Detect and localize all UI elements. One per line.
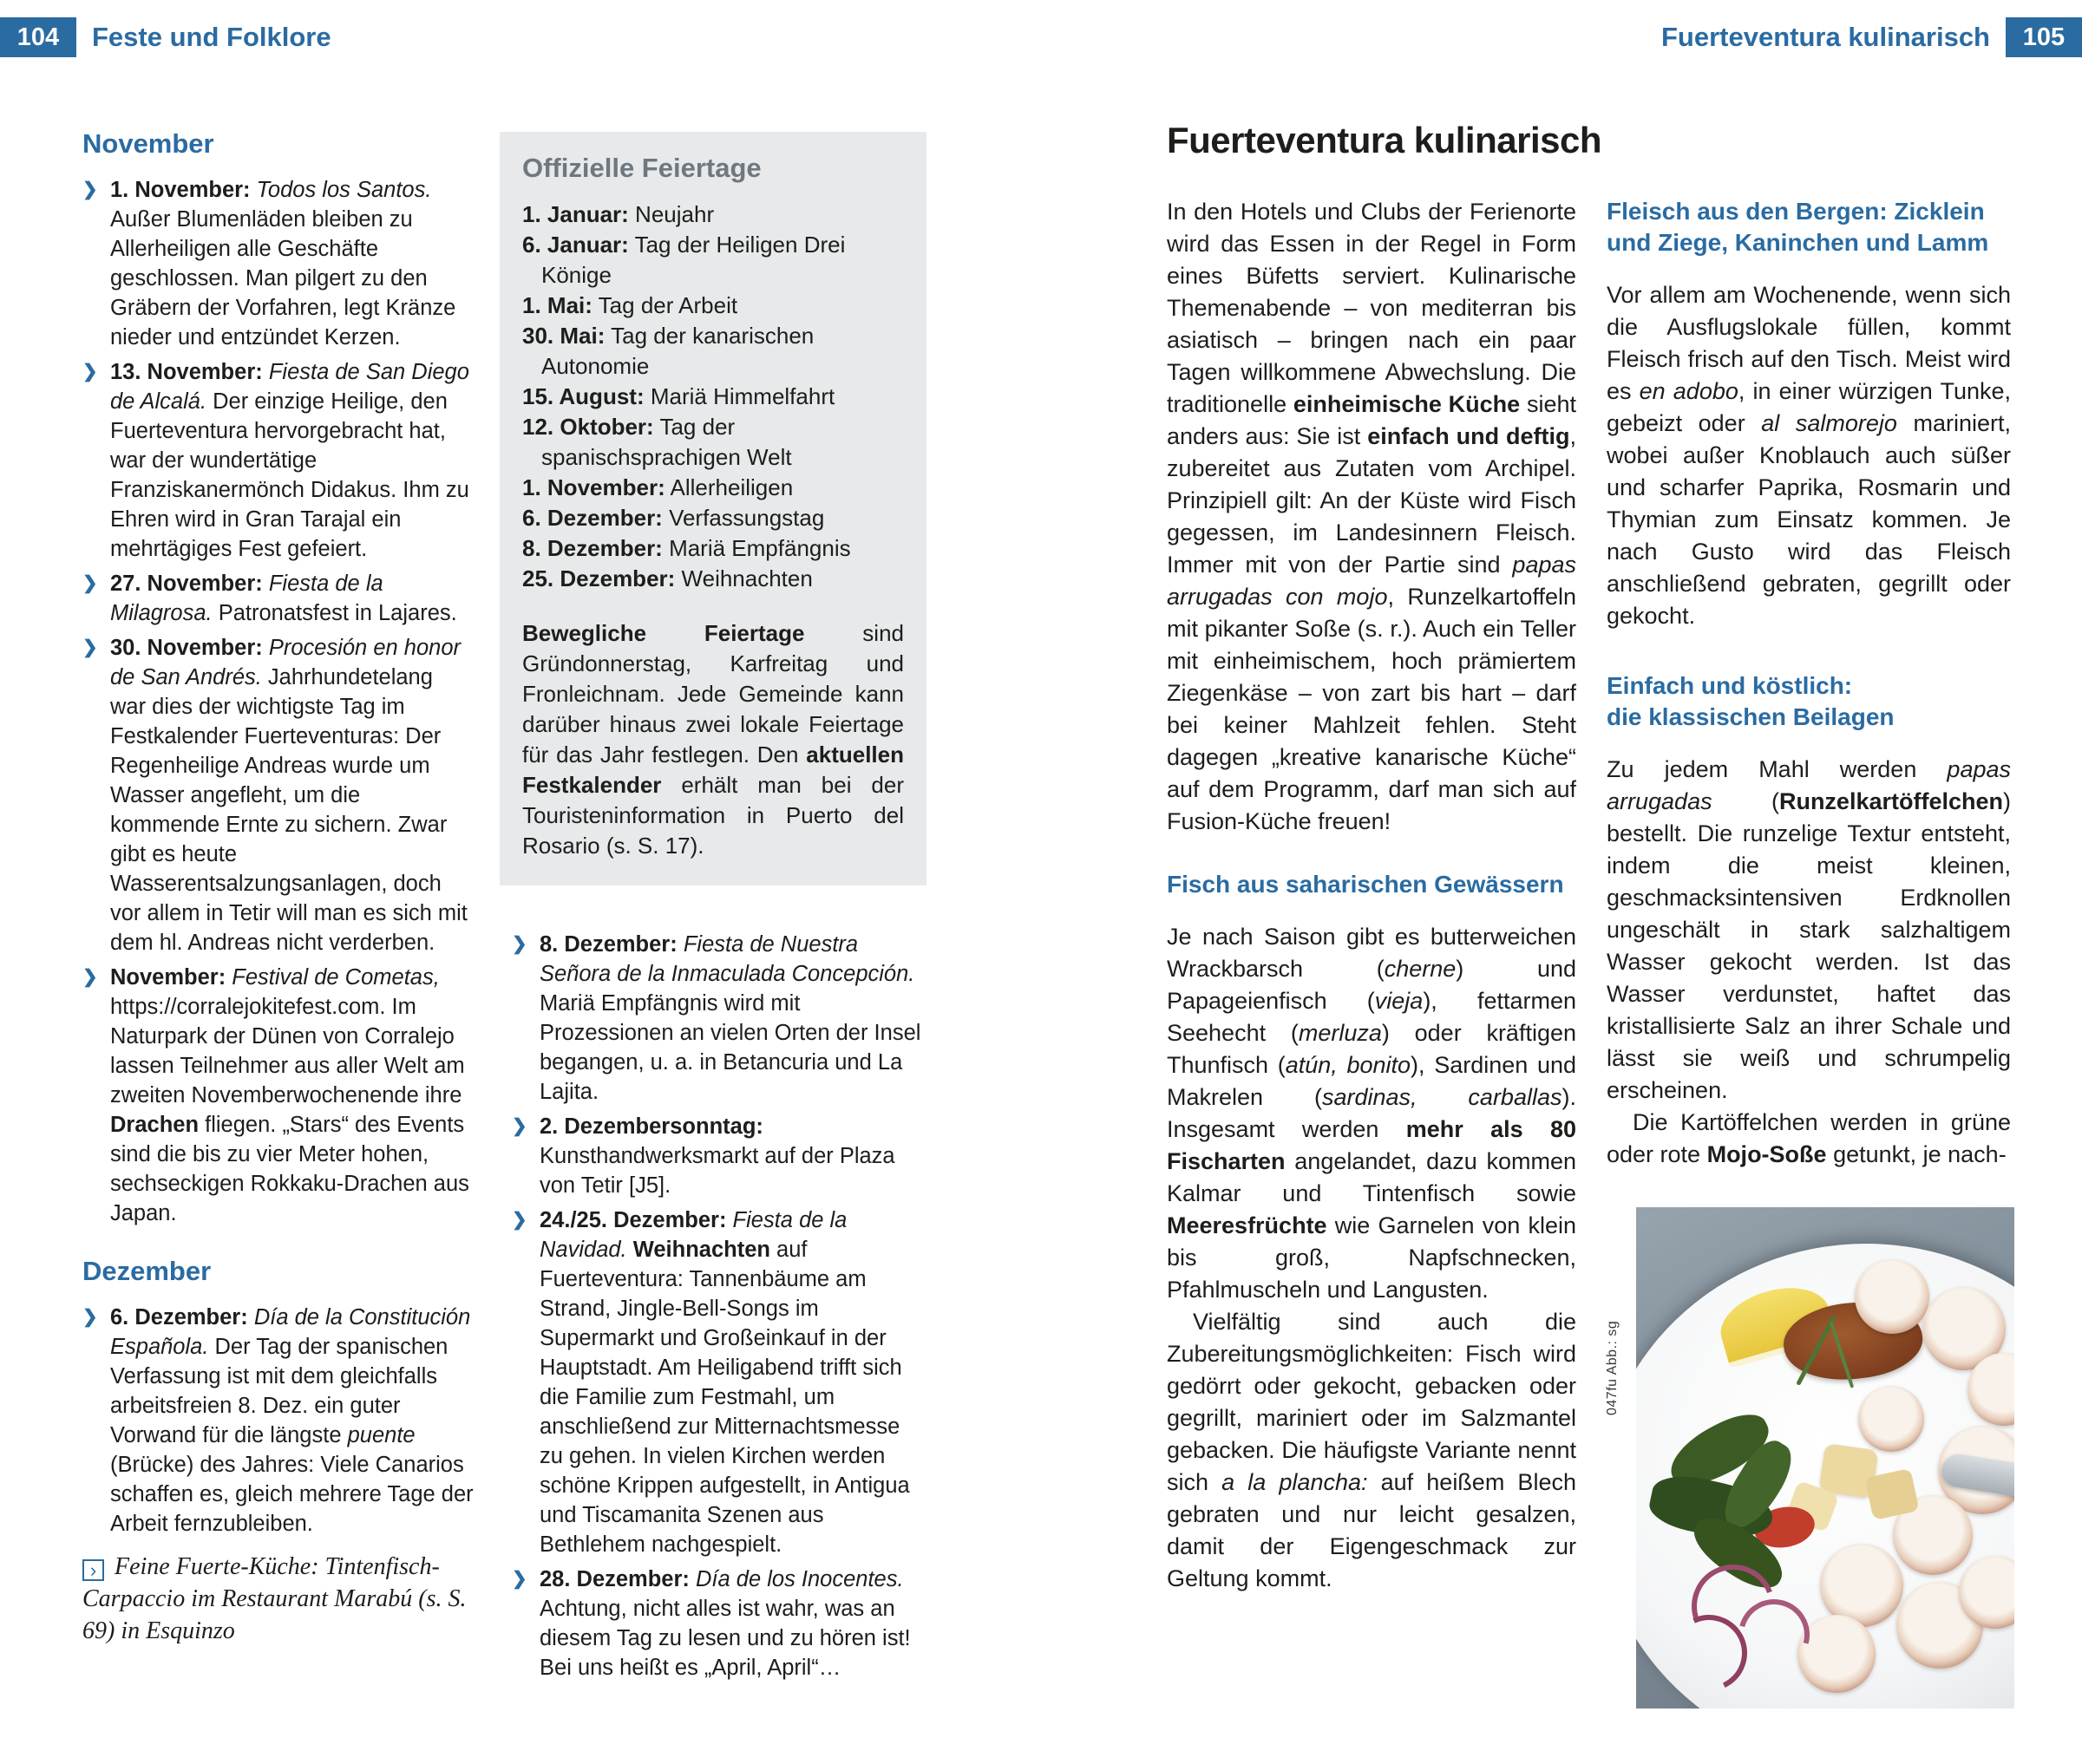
chevron-bullet-icon: ❯ <box>82 637 98 657</box>
festival-list-item <box>512 1112 926 1200</box>
festival-list-item <box>82 633 475 957</box>
photo-caption <box>82 1551 483 1647</box>
festival-list-item <box>82 357 475 564</box>
section-heading-dezember: Dezember <box>82 1256 212 1286</box>
infobox-title: Offizielle Feiertage <box>522 153 762 183</box>
page-number-right: 105 <box>2006 17 2082 57</box>
infobox-note: Bewegliche Feiertage sind Gründonnerstag, Karfreitag und Fronleichnam. Jede Gemeinde kann darüber hinaus zwei lokale Feiertage für das Jahr festlegen. Den aktuellen Festkalender erhält man bei der Touristeninformation in Puerto del Rosario (s. S. 17). <box>522 620 904 859</box>
festival-list-item <box>82 175 475 352</box>
holiday-item: 6. Januar: Tag der Heiligen Drei Könige <box>522 232 846 288</box>
holiday-item: 6. Dezember: Verfassungstag <box>522 505 825 531</box>
fisch-paragraph-2: Vielfältig sind auch die Zubereitungsmöglichkeiten: Fisch wird gedörrt oder gekocht, gebacken oder gegrillt, mariniert oder im Salzmantel gebacken. Die häufigste Variante nennt sich a la plancha: auf heißem Blech gebraten und nur leicht gesalzen, damit der Eigengeschmack zur Geltung kommt. <box>1167 1309 1576 1591</box>
photo-octopus-slice <box>1858 1386 1924 1452</box>
fisch-paragraph-1: Je nach Saison gibt es butterweichen Wrackbarsch (cherne) und Papageienfisch (vieja), fettarmen Seehecht (merluza) oder kräftigen Thunfisch (atún, bonito), Sardinen und Makrelen (sardinas, carballas). Insgesamt werden mehr als 80 Fischarten angelandet, dazu kommen Kalmar und Tintenfisch sowie Meeresfrüchte wie Garnelen von klein bis groß, Napfschnecken, Pfahlmuscheln und Langusten. <box>1167 924 1577 1303</box>
holiday-item: 30. Mai: Tag der kanarischen Autonomie <box>522 323 815 379</box>
chevron-bullet-icon: ❯ <box>512 1569 527 1589</box>
chevron-bullet-icon: ❯ <box>512 1116 527 1136</box>
caption-text: Feine Fuerte-Küche: Tintenfisch-Carpaccio im Restaurant Marabú (s. S. 69) in Esquinzo <box>82 1553 467 1644</box>
chevron-bullet-icon: ❯ <box>82 573 98 593</box>
subheading-fisch: Fisch aus saharischen Gewässern <box>1167 871 1564 898</box>
chevron-bullet-icon: ❯ <box>512 1210 527 1230</box>
chevron-bullet-icon: ❯ <box>82 362 98 382</box>
public-holidays-infobox <box>500 132 926 885</box>
fleisch-paragraph: Vor allem am Wochenende, wenn sich die Ausflugslokale füllen, kommt Fleisch frisch auf den Tisch. Meist wird es en adobo, in einer würzigen Tunke, gebeizt oder al salmorejo mariniert, wobei außer Knoblauch auch süßer und scharfer Paprika, Rosmarin und Thymian zum Einsatz kommen. Je nach Gusto wird das Fleisch anschließend gebraten, gegrillt oder gekocht. <box>1607 282 2012 629</box>
list-item-text: 6. Dezember: Día de la Constitución Española. Der Tag der spanischen Verfassung ist mit dem gleichfalls arbeitsfreien 8. Dez. ein guter Vorwand für die längste puente (Brücke) des Jahres: Viele Canarios schaffen es, gleich mehrere Tage der Arbeit fernzubleiben. <box>110 1305 474 1536</box>
beilagen-paragraph-2: Die Kartöffelchen werden in grüne oder rote Mojo-Soße getunkt, je nach- <box>1607 1109 2011 1167</box>
chevron-bullet-icon: ❯ <box>82 1307 98 1327</box>
left-page-column-2 <box>512 930 926 1688</box>
festival-list-item <box>82 569 475 628</box>
holiday-item: 12. Oktober: Tag der spanischsprachigen Welt <box>522 414 792 470</box>
subheading-fleisch: Fleisch aus den Bergen: Zicklein und Ziege, Kaninchen und Lamm <box>1607 198 1989 256</box>
chevron-bullet-icon: ❯ <box>82 967 98 987</box>
food-photo <box>1636 1207 2014 1708</box>
list-item-text: 13. November: Fiesta de San Diego de Alcalá. Der einzige Heilige, den Fuerteventura hervorgebracht hat, war der wundertätige Franziskanermönch Didakus. Ihm zu Ehren wird in Gran Tarajal ein mehrtägiges Fest gefeiert. <box>110 360 469 561</box>
cross-reference-icon: › <box>82 1559 104 1581</box>
festival-list-item <box>82 963 475 1228</box>
festival-list-item <box>512 1565 926 1682</box>
list-item-text: 1. November: Todos los Santos. Außer Blumenläden bleiben zu Allerheiligen alle Geschäfte geschlossen. Man pilgert zu den Gräbern der Vorfahren, legt Kränze nieder und entzündet Kerzen. <box>110 178 456 350</box>
article-title: Fuerteventura kulinarisch <box>1167 120 1601 160</box>
right-page-column-1 <box>1167 196 1576 1595</box>
holiday-item: 15. August: Mariä Himmelfahrt <box>522 383 835 409</box>
list-item-text: 8. Dezember: Fiesta de Nuestra Señora de la Inmaculada Concepción. Mariä Empfängnis wird mit Prozessionen an vielen Orten der Insel begangen, u. a. in Betancuria und La Lajita. <box>540 932 921 1104</box>
photo-octopus-slice <box>1855 1259 1929 1334</box>
left-page-column-1 <box>82 128 475 1544</box>
festival-list-item <box>512 930 926 1107</box>
holiday-item: 25. Dezember: Weihnachten <box>522 565 813 591</box>
list-item-text: 30. November: Procesión en honor de San Andrés. Jahrhundetelang war dies der wichtigste Tag im Festkalender Fuerteventuras: Der Regenheilige Andreas wurde um Wasser angefleht, um die kommende Ernte zu sichern. Zwar gibt es heute Wasserentsalzungsanlagen, doch vor allem in Tetir will man es sich mit dem hl. Andreas nicht verderben. <box>110 636 468 955</box>
running-header-left: Feste und Folklore <box>92 22 331 52</box>
photo-credit: 047fu Abb.: sg <box>1605 1320 1620 1415</box>
holiday-item: 1. Mai: Tag der Arbeit <box>522 292 738 318</box>
section-heading-november: November <box>82 128 214 159</box>
right-page-column-2 <box>1607 196 2011 1171</box>
list-item-text: 2. Dezembersonntag: Kunsthandwerksmarkt auf der Plaza von Tetir [J5]. <box>540 1114 895 1198</box>
subheading-beilagen: Einfach und köstlich: die klassischen Beilagen <box>1607 672 1895 730</box>
holiday-item: 1. November: Allerheiligen <box>522 474 794 500</box>
holiday-item: 1. Januar: Neujahr <box>522 201 715 227</box>
intro-paragraph: In den Hotels und Clubs der Ferienorte wird das Essen in der Regel in Form eines Büfetts serviert. Kulinarische Themenabende – von mediterran bis asiatisch – bringen nach ein paar Tagen willkommene Abwechslung. Die traditionelle einheimische Küche sieht anders aus: Sie ist einfach und deftig, zubereitet aus Zutaten vom Archipel. Prinzipiell gilt: An der Küste wird Fisch gegessen, im Landesinnern Fleisch. Immer mit von der Partie sind papas arrugadas con mojo, Runzelkartoffeln mit pikanter Soße (s. r.). Auch ein Teller mit einheimischem, hoch prämiertem Ziegenkäse – von zart bis hart – darf bei keiner Mahlzeit fehlen. Steht dagegen „kreative kanarische Küche“ auf dem Programm, darf man sich auf Fusion-Küche freuen! <box>1167 199 1576 834</box>
list-item-text: 27. November: Fiesta de la Milagrosa. Patronatsfest in Lajares. <box>110 572 457 625</box>
list-item-text: 24./25. Dezember: Fiesta de la Navidad. Weihnachten auf Fuerteventura: Tannenbäume am Strand, Jingle-Bell-Songs im Supermarkt und Großeinkauf in der Hauptstadt. Am Heiligabend trifft sich die Familie zum Festmahl, um anschließend zur Mitternachtsmesse zu gehen. In vielen Kirchen werden schöne Krippen aufgestellt, in Antigua und Tiscamanita Szenen aus Bethlehem nachgespielt. <box>540 1208 910 1557</box>
list-item-text: November: Festival de Cometas, https://corralejokitefest.com. Im Naturpark der Dünen von Corralejo lassen Teilnehmer aus aller Welt am zweiten Novemberwochenende ihre Drachen fliegen. „Stars“ des Events sind die bis zu vier Meter hohen, sechseckigen Rokkaku-Drachen aus Japan. <box>110 965 469 1225</box>
festival-list-item <box>512 1205 926 1559</box>
photo-octopus-slice <box>1797 1615 1876 1693</box>
running-header-right: Fuerteventura kulinarisch <box>1660 22 1990 52</box>
festival-list-item <box>82 1303 475 1539</box>
holiday-item: 8. Dezember: Mariä Empfängnis <box>522 535 851 561</box>
page-number-left: 104 <box>0 17 76 57</box>
chevron-bullet-icon: ❯ <box>512 934 527 954</box>
list-item-text: 28. Dezember: Día de los Inocentes. Achtung, nicht alles ist wahr, was an diesem Tag zu lesen und zu hören ist! Bei uns heißt es „April, April“… <box>540 1567 911 1680</box>
beilagen-paragraph-1: Zu jedem Mahl werden papas arrugadas (Runzelkartöffelchen) bestellt. Die runzelige Textur entsteht, indem die meist kleinen, geschmacksintensiven Erdknollen ungeschält in stark salzhaltigem Wasser gekocht werden. Ist das Wasser verdunstet, haftet das kristallisierte Salz an ihrer Schale und lässt sie weiß und schrumpelig erscheinen. <box>1607 756 2011 1103</box>
chevron-bullet-icon: ❯ <box>82 180 98 199</box>
